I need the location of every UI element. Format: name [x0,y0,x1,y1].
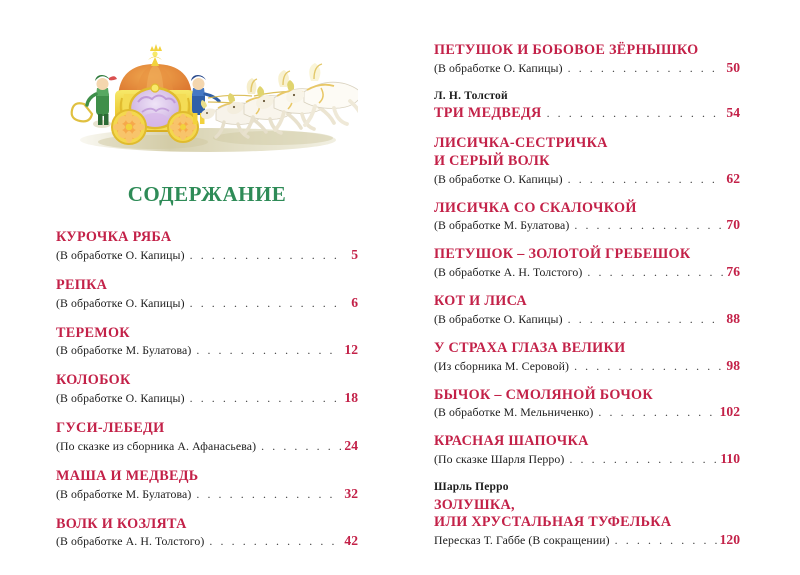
dot-leader [547,106,723,121]
entry-title-line: ПЕТУШОК И БОБОВОЕ ЗЁРНЫШКО [434,42,699,58]
entry-title-line: КОЛОБОК [56,372,131,389]
entry-title-line: И СЕРЫЙ ВОЛК [434,152,550,169]
entry-subtitle: (В обработке М. Мельниченко) [434,405,594,420]
entry-subtitle: (В обработке О. Капицы) [434,60,563,75]
entry-author: Шарль Перро [434,481,509,494]
contents-entry[interactable] [56,229,358,263]
page-number: 62 [726,170,740,186]
page-number: 76 [726,264,740,280]
dot-leader [587,265,723,280]
entry-subtitle: Пересказ Т. Габбе (В сокращении) [434,533,610,547]
entry-title-line: ИЛИ ХРУСТАЛЬНАЯ ТУФЕЛЬКА [434,514,672,531]
entry-title-line: МАША И МЕДВЕДЬ [56,467,199,484]
dot-leader [615,533,717,548]
contents-left-column [56,182,358,563]
entry-subtitle: (В обработке О. Капицы) [56,247,185,262]
entry-title-row [434,105,740,122]
page-number: 70 [726,217,740,233]
entry-title-line: КОТ И ЛИСА [434,293,527,310]
entry-subtitle-row [434,264,740,280]
contents-entry[interactable] [56,468,358,502]
dot-leader [190,296,341,311]
entry-title-line: КУРОЧКА РЯБА [56,229,172,245]
left-entry-list [56,229,358,549]
dot-leader [568,312,723,327]
entry-subtitle: (Из сборника М. Серовой) [434,358,570,373]
dot-leader [209,534,341,549]
entry-title-line: КРАСНАЯ ШАПОЧКА [434,433,589,450]
dot-leader [196,343,341,358]
entry-subtitle-row [56,247,358,263]
contents-right-column [434,42,740,561]
entry-subtitle-row [56,533,358,549]
contents-entry[interactable] [56,420,358,454]
dot-leader [190,391,341,406]
entry-subtitle: (В обработке М. Булатова) [56,343,192,358]
entry-title-line: ВОЛК И КОЗЛЯТА [56,515,187,532]
page-number: 120 [719,532,740,547]
entry-subtitle-row [434,404,740,420]
page-number: 12 [344,342,358,358]
entry-subtitle: (В обработке А. Н. Толстого) [434,265,583,280]
page-number: 42 [344,533,358,549]
contents-entry[interactable] [434,135,740,187]
entry-subtitle: (В обработке О. Капицы) [434,311,563,326]
entry-subtitle-row [434,171,740,187]
horse-4 [286,63,358,125]
entry-subtitle: (По сказке Шарля Перро) [434,452,565,467]
entry-subtitle: (В обработке М. Булатова) [434,218,570,233]
entry-subtitle-row [56,390,358,406]
entry-subtitle-row [434,60,740,76]
entry-subtitle: (В обработке О. Капицы) [434,171,563,186]
page-number: 6 [351,294,358,310]
entry-author: Л. Н. Толстой [434,89,508,102]
dot-leader [574,359,723,374]
entry-subtitle: (В обработке М. Булатова) [56,486,192,501]
entry-subtitle-row [56,342,358,358]
entry-subtitle-row [434,311,740,327]
dot-leader [598,405,716,420]
right-entry-list [434,42,740,548]
page-title: СОДЕРЖАНИЕ [127,182,287,206]
contents-entry[interactable] [56,325,358,359]
entry-subtitle-row [56,295,358,311]
page-number: 102 [719,404,740,420]
entry-subtitle-row [56,438,358,454]
entry-subtitle-row [434,532,740,548]
entry-title-line: ТРИ МЕДВЕДЯ [434,105,542,122]
contents-entry[interactable] [434,89,740,122]
dot-leader [568,61,723,76]
entry-title-line: ТЕРЕМОК [56,324,130,341]
dot-leader [196,487,341,502]
page-number: 110 [720,451,740,467]
page-number: 54 [726,105,740,121]
contents-entry[interactable] [434,42,740,76]
contents-entry[interactable] [56,372,358,406]
horse-team [201,63,358,137]
entry-subtitle-row [434,451,740,467]
dot-leader [569,452,717,467]
entry-subtitle-row [56,486,358,502]
entry-title-line: ЛИСИЧКА-СЕСТРИЧКА [434,135,608,152]
entry-title-line: РЕПКА [56,276,108,293]
pumpkin-carriage [112,44,198,144]
page-number: 24 [344,437,358,453]
page-number: 50 [726,59,740,75]
page-number: 32 [344,485,358,501]
page-number: 98 [726,357,740,373]
entry-title-line: ЛИСИЧКА СО СКАЛОЧКОЙ [434,199,637,216]
carriage-wheel-rear [112,110,146,144]
entry-title-line: ЗОЛУШКА, [434,496,515,513]
dot-leader [261,439,341,454]
contents-entry[interactable] [56,277,358,311]
footman-green [72,75,117,128]
entry-title-line: ПЕТУШОК – ЗОЛОТОЙ ГРЕБЕШОК [434,246,691,263]
contents-entry[interactable] [434,246,740,280]
contents-entry[interactable] [434,293,740,327]
contents-entry[interactable] [434,387,740,421]
entry-title-line: БЫЧОК – СМОЛЯНОЙ БОЧОК [434,386,653,403]
entry-subtitle-row [434,217,740,233]
entry-subtitle: (В обработке О. Капицы) [56,295,185,310]
entry-title-line: ГУСИ-ЛЕБЕДИ [56,420,165,436]
entry-subtitle: (В обработке О. Капицы) [56,391,185,405]
contents-entry[interactable] [434,340,740,374]
entry-subtitle: (По сказке из сборника А. Афанасьева) [56,438,257,453]
contents-entry[interactable] [434,433,740,467]
contents-entry[interactable] [434,200,740,234]
page-number: 18 [344,390,358,405]
page-number: 88 [726,310,740,326]
entry-title-line: У СТРАХА ГЛАЗА ВЕЛИКИ [434,339,626,356]
dot-leader [568,172,723,187]
entry-subtitle: (В обработке А. Н. Толстого) [56,534,205,549]
page-number: 5 [351,246,358,262]
cinderella-carriage-illustration [58,28,358,158]
dot-leader [574,218,723,233]
dot-leader [190,248,341,263]
contents-entry[interactable] [434,480,740,548]
contents-entry[interactable] [56,516,358,550]
entry-subtitle-row [434,358,740,374]
